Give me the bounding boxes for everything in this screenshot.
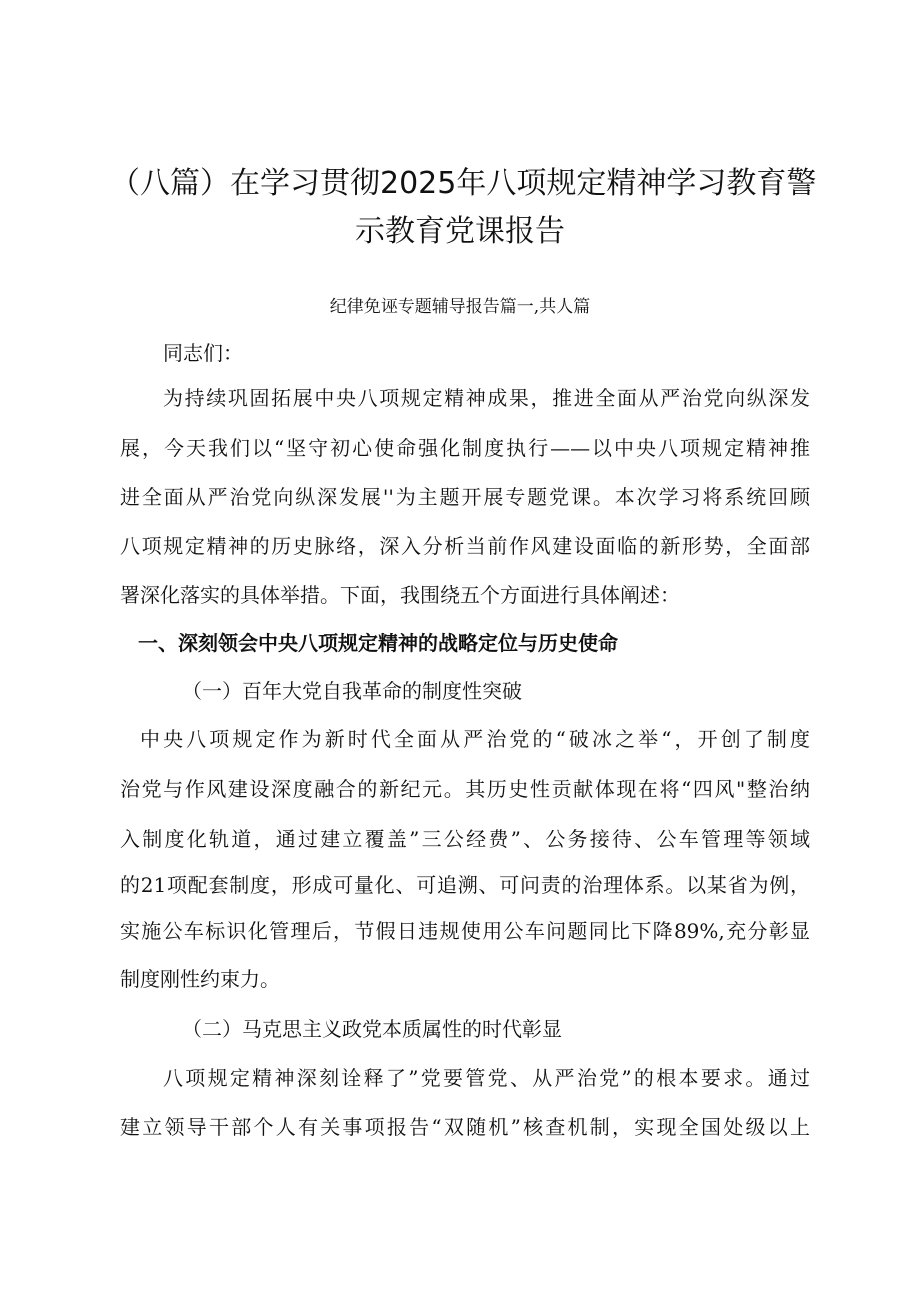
section-heading-1: 一、深刻领会中央八项规定精神的战略定位与历史使命 [138,631,618,655]
paragraph-2-line-1: 中央八项规定作为新时代全面从严治党的“破冰之举“，开创了制度 [140,727,810,751]
paragraph-2-line-5: 实施公车标识化管理后，节假日违规使用公车问题同比下降89%,充分彰显 [120,919,810,943]
document-title-line-1: （八篇）在学习贯彻2025年八项规定精神学习教育警 [110,166,817,201]
document-subtitle: 纪律免诬专题辅导报告篇一,共人篇 [329,297,591,317]
paragraph-1-line-5: 署深化落实的具体举措。下面，我围绕五个方面进行具体阐述： [120,583,680,607]
paragraph-1-line-1: 为持续巩固拓展中央八项规定精神成果，推进全面从严治党向纵深发 [163,386,810,410]
paragraph-2-line-4: 的21项配套制度，形成可量化、可追溯、可问责的治理体系。以某省为例， [120,873,810,897]
paragraph-1-line-4: 八项规定精神的历史脉络，深入分析当前作风建设面临的新形势，全面部 [120,534,810,558]
paragraph-3-line-1: 八项规定精神深刻诠释了”党要管党、从严治党”的根本要求。通过 [163,1066,810,1090]
salutation: 同志们： [163,341,243,365]
paragraph-2-line-3: 入制度化轨道，通过建立覆盖”三公经费”、公务接待、公车管理等领域 [120,827,810,851]
paragraph-2-line-2: 治党与作风建设深度融合的新纪元。其历史性贡献体现在将“四风"整治纳 [120,777,810,801]
subsection-heading-2: （二）马克思主义政党本质属性的时代彰显 [182,1017,562,1041]
paragraph-2-line-6: 制度刚性约束力。 [120,967,280,991]
subsection-heading-1: （一）百年大党自我革命的制度性突破 [182,679,522,703]
paragraph-3-line-2: 建立领导干部个人有关事项报告“双随机”核查机制，实现全国处级以上 [120,1115,810,1139]
paragraph-1-line-3: 进全面从严治党向纵深发展''为主题开展专题党课。本次学习将系统回顾 [120,485,810,509]
document-title-line-2: 示教育党课报告 [355,214,565,249]
paragraph-1-line-2: 展，今天我们以“坚守初心使命强化制度执行——以中央八项规定精神推 [120,436,810,460]
